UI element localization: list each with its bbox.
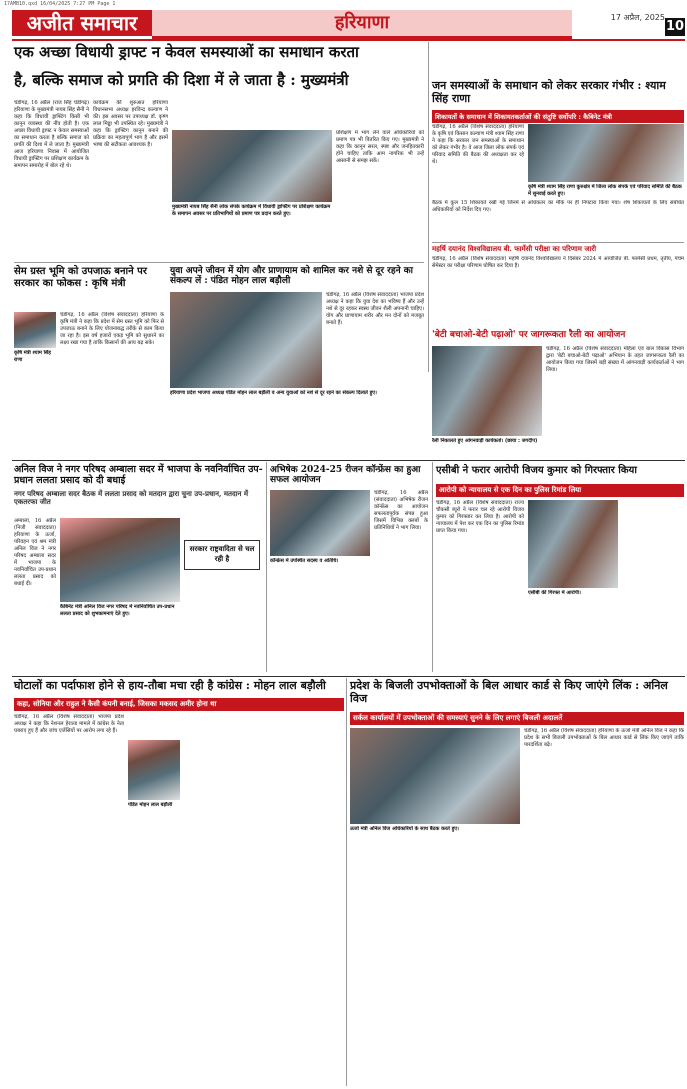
power-photo bbox=[350, 728, 520, 824]
power-caption: ऊर्जा मंत्री अनिल विज अधिकारियों के साथ बैठक करते हुए। bbox=[350, 826, 459, 832]
police-headline: एसीबी ने फरार आरोपी विजय कुमार को गिरफ्तार किया bbox=[436, 465, 637, 476]
lead-body-col2: कार्यक्रम की शुरुआत हरियाणा विधानसभा अध्यक्ष हरविन्द्र कल्याण ने की। इस अवसर पर उपाध्यक्ष डॉ. कृष्ण लाल मिड्ढा भी उपस्थित रहे। मुख्यमंत्री ने कहा कि ड्राफ्टिंग कानून बनाने की प्रक्रिया का महत्वपूर्ण भाग है और इसमें भाषा की सटीकता आवश्यक है। bbox=[93, 100, 168, 148]
lead-headline-2: है, बल्कि समाज को प्रगति की दिशा में ले जाता है : मुख्यमंत्री bbox=[14, 71, 349, 89]
masthead-rule bbox=[12, 39, 685, 41]
lead-body-col1: चंडीगढ़, 16 अप्रैल (राज सिंह चंडीगढ़) हरियाणा के मुख्यमंत्री नायब सिंह सैनी ने कहा कि विधायी ड्राफ्टिंग किसी भी कानून व्यवस्था की नींव होती है। एक अच्छा विधायी ड्राफ्ट न केवल समस्याओं का समाधान करता है बल्कि समाज को प्रगति की दिशा में ले जाता है। मुख्यमंत्री आज हरियाणा निवास में आयोजित विधायी ड्राफ्टिंग पर प्रशिक्षण कार्यक्रम के समापन समारोह में बोल रहे थे। bbox=[14, 100, 89, 169]
right-top-body: चंडीगढ़, 16 अप्रैल (विशेष संवाददाता) हरियाणा के कृषि एवं किसान कल्याण मंत्री श्याम सिंह राणा ने कहा कि सरकार जन समस्याओं के समाधान को लेकर गंभीर है। वे आज जिला लोक संपर्क एवं परिवाद समिति की बैठक की अध्यक्षता कर रहे थे। bbox=[432, 124, 524, 165]
divider bbox=[432, 242, 684, 243]
print-strip: 17AMB10.qxd 16/04/2025 7:27 PM Page 1 bbox=[4, 1, 116, 7]
anil-body: अम्बाला, 16 अप्रैल (निजी संवाददाता) हरियाणा के ऊर्जा, परिवहन एवं श्रम मंत्री अनिल विज ने नगर परिषद अम्बाला सदर में भाजपा के नवनिर्वाचित उप-प्रधान ललता प्रसाद को बधाई दी। bbox=[14, 518, 56, 587]
farm-caption: कृषि मंत्री श्याम सिंह राणा bbox=[14, 350, 51, 363]
right-top-body-2: बैठक में कुल 15 शिकायतें रखी गई जिनमें से अधिकतर का मौके पर ही निपटारा किया गया। शेष शिकायतों के लिए संबंधित अधिकारियों को निर्देश दिए गए। bbox=[432, 200, 684, 213]
anil-pull-quote: सरकार राष्ट्रवादिता से चल रही है bbox=[184, 540, 260, 570]
dateline: 17 अप्रैल, 2025 bbox=[610, 13, 665, 22]
farm-photo bbox=[14, 312, 56, 348]
rally-photo bbox=[432, 346, 542, 436]
youth-headline: युवा अपने जीवन में योग और प्राणायाम को शामिल कर नशे से दूर रहने का संकल्प लें : पंडित मोहन लाल बड़ौली bbox=[170, 266, 413, 287]
conf-body: चंडीगढ़, 16 अप्रैल (संवाददाता) अभिषेक रीजन कॉन्फ्रेंस का आयोजन सफलतापूर्वक संपन्न हुआ जिसमें विभिन्न क्लबों के प्रतिनिधियों ने भाग लिया। bbox=[374, 490, 428, 531]
right-top-caption: कृषि मंत्री श्याम सिंह राणा कुरुक्षेत्र में जिला लोक संपर्क एवं परिवाद समिति की बैठक में सुनवाई करते हुए। bbox=[528, 184, 682, 197]
divider bbox=[266, 462, 267, 672]
power-headline: प्रदेश के बिजली उपभोक्ताओं के बिल आधार कार्ड से किए जाएंगे लिंक : अनिल विज bbox=[350, 679, 668, 705]
anil-caption: कैबिनेट मंत्री अनिल विज नगर परिषद में नवनिर्वाचित उप-प्रधान ललता प्रसाद को शुभकामनाएं देते हुए। bbox=[60, 604, 175, 617]
power-body: चंडीगढ़, 16 अप्रैल (विशेष संवाददाता) हरियाणा के ऊर्जा मंत्री अनिल विज ने कहा कि प्रदेश के सभी बिजली उपभोक्ताओं के बिल आधार कार्ड से लिंक किए जाएंगे ताकि पारदर्शिता बढ़े। bbox=[524, 728, 684, 748]
conf-headline: अभिषेक 2024-25 रीजन कॉन्फ्रेंस का हुआ सफल आयोजन bbox=[270, 465, 421, 486]
anil-subhead: नगर परिषद अम्बाला सदर बैठक में ललता प्रसाद को मतदान द्वारा चुना उप-प्रधान, मतदान में एकतरफा जीत bbox=[14, 489, 249, 507]
anil-headline: अनिल विज ने नगर परिषद अम्बाला सदर में भाजपा के नवनिर्वाचित उप-प्रधान ललता प्रसाद को दी बधाई bbox=[14, 464, 263, 486]
police-subhead: आरोपी को न्यायालय से एक दिन का पुलिस रिमांड लिया bbox=[436, 484, 684, 497]
congress-headline: घोटालों का पर्दाफाश होने से हाय-तौबा मचा रही है कांग्रेस : मोहन लाल बड़ौली bbox=[14, 679, 326, 692]
rally-headline: 'बेटी बचाओ-बेटी पढ़ाओ' पर जागरूकता रैली का आयोजन bbox=[432, 330, 626, 340]
police-body: चंडीगढ़, 16 अप्रैल (विशेष संवाददाता) राज्य चौकसी ब्यूरो ने फरार चल रहे आरोपी विजय कुमार को गिरफ्तार कर लिया है। आरोपी को न्यायालय में पेश कर एक दिन का पुलिस रिमांड प्राप्त किया गया। bbox=[436, 500, 524, 534]
right-top-subhead: शिकायतों के समाधान में शिकायतकर्ताओं की संतुष्टि सर्वोपरि : कैबिनेट मंत्री bbox=[432, 110, 684, 123]
exam-headline: महर्षि दयानंद विश्वविद्यालय बी. फार्मेसी परीक्षा का परिणाम जारी bbox=[432, 244, 597, 253]
right-top-headline: जन समस्याओं के समाधान को लेकर सरकार गंभीर : श्याम सिंह राणा bbox=[432, 79, 666, 105]
section-banner bbox=[152, 10, 572, 39]
divider bbox=[14, 262, 424, 263]
lead-photo bbox=[172, 130, 332, 202]
right-top-photo bbox=[528, 124, 684, 182]
youth-caption: हरियाणा प्रदेश भाजपा अध्यक्ष पंडित मोहन लाल बड़ौली व अन्य युवाओं को नशे से दूर रहने का संकल्प दिलाते हुए। bbox=[170, 390, 377, 396]
divider bbox=[432, 462, 433, 672]
congress-subhead: कहा, सोनिया और राहुल ने कैसी कंपनी बनाई, जिसका मकसद अमीर होना था bbox=[14, 698, 344, 711]
police-photo bbox=[528, 500, 618, 588]
rally-caption: रैली निकालते हुए आंगनवाड़ी कार्यकर्ता। (छाया : जगदीप) bbox=[432, 438, 538, 444]
divider bbox=[12, 676, 685, 677]
brand-logo: अजीत समाचार bbox=[12, 10, 152, 36]
congress-body: चंडीगढ़, 16 अप्रैल (विशेष संवाददाता) भाजपा प्रदेश अध्यक्ष ने कहा कि नेशनल हेराल्ड मामले में कांग्रेस के नेता घबराए हुए हैं और जांच एजेंसियों पर आरोप लगा रहे हैं। bbox=[14, 714, 124, 734]
lead-body-col3: प्रशिक्षण में भाग लेने वाले अधिकारियों को प्रमाण पत्र भी वितरित किए गए। मुख्यमंत्री ने कहा कि कानून सरल, स्पष्ट और जनहितकारी होने चाहिए ताकि आम नागरिक भी उन्हें आसानी से समझ सकें। bbox=[336, 130, 424, 164]
congress-photo bbox=[128, 740, 180, 800]
exam-body: चंडीगढ़, 16 अप्रैल (विशेष संवाददाता) महर्षि दयानंद विश्वविद्यालय ने दिसंबर 2024 में आयोजित बी. फार्मेसी प्रथम, तृतीय, पंचम सेमेस्टर का परीक्षा परिणाम घोषित कर दिया है। bbox=[432, 256, 684, 269]
farm-headline: सेम ग्रस्त भूमि को उपजाऊ बनाने पर सरकार का फोकस : कृषि मंत्री bbox=[14, 266, 147, 289]
column-divider bbox=[428, 42, 429, 372]
conf-caption: कॉन्फ्रेंस में उपस्थित सदस्य व अतिथि। bbox=[270, 558, 339, 564]
page-number: 10 bbox=[665, 19, 685, 34]
section-title: हरियाणा bbox=[334, 12, 390, 33]
rally-body: चंडीगढ़, 16 अप्रैल (विशेष संवाददाता) महिला एवं बाल विकास विभाग द्वारा 'बेटी बचाओ-बेटी पढ़ाओ' अभियान के तहत जागरूकता रैली का आयोजन किया गया जिसमें बड़ी संख्या में आंगनवाड़ी कार्यकर्ताओं ने भाग लिया। bbox=[546, 346, 684, 373]
lead-headline-1: एक अच्छा विधायी ड्राफ्ट न केवल समस्याओं का समाधान करता bbox=[14, 43, 359, 61]
divider bbox=[12, 460, 685, 461]
conf-photo bbox=[270, 490, 370, 556]
power-subhead: सर्कल कार्यालयों में उपभोक्ताओं की समस्याएं सुनने के लिए लगाएं बिजली अदालतें bbox=[350, 712, 684, 725]
youth-body: चंडीगढ़, 16 अप्रैल (विशेष संवाददाता) भाजपा प्रदेश अध्यक्ष ने कहा कि युवा देश का भविष्य हैं और उन्हें नशे से दूर रहकर स्वस्थ जीवन शैली अपनानी चाहिए। योग और प्राणायाम शरीर और मन दोनों को मजबूत बनाते हैं। bbox=[326, 292, 424, 326]
congress-caption: पंडित मोहन लाल बड़ौली bbox=[128, 802, 173, 808]
anil-photo bbox=[60, 518, 180, 602]
farm-body: चंडीगढ़, 16 अप्रैल (विशेष संवाददाता) हरियाणा के कृषि मंत्री ने कहा कि प्रदेश में सेम ग्रस्त भूमि को फिर से उपजाऊ बनाने के लिए योजनाबद्ध तरीके से काम किया जा रहा है। इस वर्ष हजारों एकड़ भूमि को सुधारने का लक्ष्य रखा गया है ताकि किसानों की आय बढ़ सके। bbox=[60, 312, 164, 346]
lead-caption: मुख्यमंत्री नायब सिंह सैनी लोक संपर्क कार्यक्रम में विधायी ड्राफ्टिंग पर प्रशिक्षण कार्यक्रम के समापन अवसर पर प्रतिभागियों को प्रमाण पत्र प्रदान करते हुए। bbox=[172, 204, 331, 217]
youth-photo bbox=[170, 292, 322, 388]
police-caption: एसीबी की गिरफ्त में आरोपी। bbox=[528, 590, 581, 596]
divider bbox=[346, 678, 347, 1086]
